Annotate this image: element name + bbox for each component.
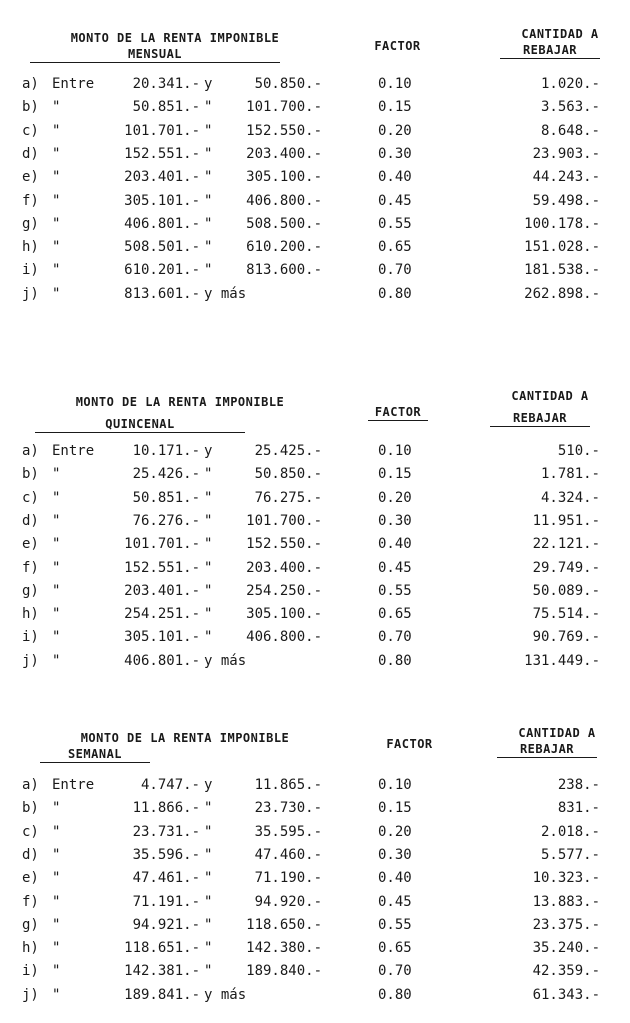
range-high: 813.600.- xyxy=(246,262,322,279)
amount-value: 90.769.- xyxy=(532,629,600,646)
factor-value: 0.65 xyxy=(378,239,412,256)
range-high: 118.650.- xyxy=(246,916,322,933)
amount-value: 831.- xyxy=(557,800,600,817)
row-label: c) xyxy=(22,122,39,139)
range-connector: " xyxy=(204,940,213,957)
amount-value: 1.781.- xyxy=(540,466,600,483)
factor-value: 0.30 xyxy=(378,512,412,529)
range-high: 47.460.- xyxy=(254,846,322,863)
monto-header xyxy=(35,394,325,433)
table-row xyxy=(0,894,630,917)
monto-header-line2: MENSUAL xyxy=(30,46,280,63)
amount-value: 29.749.- xyxy=(532,559,600,576)
row-prefix: " xyxy=(52,606,61,623)
row-prefix: " xyxy=(52,846,61,863)
table-row xyxy=(0,560,630,583)
factor-value: 0.15 xyxy=(378,800,412,817)
row-prefix: " xyxy=(52,963,61,980)
range-low: 47.461.- xyxy=(132,870,200,887)
range-connector: y xyxy=(204,76,213,92)
range-high: 76.275.- xyxy=(254,489,322,506)
table-row xyxy=(0,286,630,309)
factor-value: 0.45 xyxy=(378,192,412,209)
row-label: c) xyxy=(22,823,39,840)
factor-value: 0.65 xyxy=(378,606,412,623)
range-connector: " xyxy=(204,489,213,506)
monto-header-line1: MONTO DE LA RENTA IMPONIBLE xyxy=(80,731,290,745)
table-row xyxy=(0,940,630,963)
factor-value: 0.10 xyxy=(378,777,412,793)
table-row xyxy=(0,800,630,823)
range-high: 152.550.- xyxy=(246,122,322,139)
row-label: j) xyxy=(22,986,39,1003)
factor-value: 0.20 xyxy=(378,122,412,139)
range-low: 4.747.- xyxy=(140,777,200,793)
factor-header-label: FACTOR xyxy=(368,404,428,421)
range-connector: y más xyxy=(204,285,247,302)
cantidad-header-line1: CANTIDAD A xyxy=(511,389,589,403)
range-high: 101.700.- xyxy=(246,512,322,529)
row-prefix: " xyxy=(52,629,61,646)
table-row xyxy=(0,146,630,169)
row-prefix: Entre xyxy=(52,76,95,92)
factor-value: 0.65 xyxy=(378,940,412,957)
row-label: i) xyxy=(22,629,39,646)
range-connector: " xyxy=(204,629,213,646)
range-high: 406.800.- xyxy=(246,192,322,209)
monto-header-line1: MONTO DE LA RENTA IMPONIBLE xyxy=(70,31,280,45)
table-row xyxy=(0,239,630,262)
range-connector: " xyxy=(204,870,213,887)
row-label: c) xyxy=(22,489,39,506)
cantidad-header-line1: CANTIDAD A xyxy=(518,726,596,740)
factor-value: 0.70 xyxy=(378,262,412,279)
row-label: f) xyxy=(22,893,39,910)
row-label: f) xyxy=(22,192,39,209)
table-row xyxy=(0,99,630,122)
amount-value: 44.243.- xyxy=(532,169,600,186)
row-label: d) xyxy=(22,846,39,863)
cantidad-header-line2: REBAJAR xyxy=(497,741,597,758)
range-low: 142.381.- xyxy=(124,963,200,980)
table-row xyxy=(0,262,630,285)
table-row xyxy=(0,963,630,986)
factor-value: 0.10 xyxy=(378,443,412,459)
range-high: 152.550.- xyxy=(246,536,322,553)
range-high: 305.100.- xyxy=(246,169,322,186)
factor-value: 0.55 xyxy=(378,215,412,232)
row-label: g) xyxy=(22,215,39,232)
monto-header-line2: QUINCENAL xyxy=(35,416,245,433)
range-high: 406.800.- xyxy=(246,629,322,646)
factor-value: 0.80 xyxy=(378,986,412,1003)
range-low: 76.276.- xyxy=(132,512,200,529)
range-connector: " xyxy=(204,606,213,623)
table-row xyxy=(0,123,630,146)
amount-value: 13.883.- xyxy=(532,893,600,910)
row-label: i) xyxy=(22,963,39,980)
range-connector: " xyxy=(204,215,213,232)
range-low: 813.601.- xyxy=(124,285,200,302)
row-prefix: " xyxy=(52,652,61,669)
factor-value: 0.70 xyxy=(378,963,412,980)
row-label: h) xyxy=(22,940,39,957)
row-prefix: " xyxy=(52,582,61,599)
range-high: 71.190.- xyxy=(254,870,322,887)
row-prefix: " xyxy=(52,870,61,887)
row-label: e) xyxy=(22,870,39,887)
row-prefix: Entre xyxy=(52,777,95,793)
row-prefix: " xyxy=(52,285,61,302)
table-row xyxy=(0,917,630,940)
row-prefix: " xyxy=(52,99,61,116)
row-label: i) xyxy=(22,262,39,279)
range-low: 101.701.- xyxy=(124,536,200,553)
range-low: 10.171.- xyxy=(132,443,200,459)
factor-header-label: FACTOR xyxy=(374,39,421,53)
table-row xyxy=(0,583,630,606)
factor-value: 0.45 xyxy=(378,893,412,910)
range-connector: " xyxy=(204,800,213,817)
factor-header xyxy=(360,38,435,54)
factor-value: 0.55 xyxy=(378,582,412,599)
table-row xyxy=(0,847,630,870)
range-connector: " xyxy=(204,512,213,529)
range-low: 203.401.- xyxy=(124,169,200,186)
row-prefix: " xyxy=(52,823,61,840)
range-connector: " xyxy=(204,262,213,279)
table-row xyxy=(0,513,630,536)
range-low: 50.851.- xyxy=(132,489,200,506)
range-high: 142.380.- xyxy=(246,940,322,957)
table-row xyxy=(0,76,630,99)
table-row xyxy=(0,216,630,239)
row-prefix: " xyxy=(52,536,61,553)
row-label: b) xyxy=(22,466,39,483)
range-connector: " xyxy=(204,823,213,840)
row-label: b) xyxy=(22,99,39,116)
range-low: 71.191.- xyxy=(132,893,200,910)
range-connector: y más xyxy=(204,652,247,669)
amount-value: 23.903.- xyxy=(532,145,600,162)
row-label: f) xyxy=(22,559,39,576)
table-row xyxy=(0,606,630,629)
range-connector: " xyxy=(204,99,213,116)
amount-value: 42.359.- xyxy=(532,963,600,980)
row-prefix: " xyxy=(52,489,61,506)
amount-value: 5.577.- xyxy=(540,846,600,863)
cantidad-header xyxy=(497,725,617,758)
row-label: h) xyxy=(22,606,39,623)
row-label: h) xyxy=(22,239,39,256)
row-prefix: " xyxy=(52,145,61,162)
row-label: a) xyxy=(22,76,39,92)
amount-value: 510.- xyxy=(557,443,600,459)
range-low: 254.251.- xyxy=(124,606,200,623)
factor-value: 0.55 xyxy=(378,916,412,933)
range-connector: " xyxy=(204,169,213,186)
table-row xyxy=(0,824,630,847)
range-connector: " xyxy=(204,122,213,139)
row-label: j) xyxy=(22,285,39,302)
range-low: 508.501.- xyxy=(124,239,200,256)
factor-value: 0.30 xyxy=(378,846,412,863)
range-low: 101.701.- xyxy=(124,122,200,139)
range-connector: " xyxy=(204,963,213,980)
monto-header-line1: MONTO DE LA RENTA IMPONIBLE xyxy=(75,395,285,409)
range-high: 305.100.- xyxy=(246,606,322,623)
table-row xyxy=(0,653,630,676)
range-connector: y xyxy=(204,443,213,459)
range-low: 406.801.- xyxy=(124,215,200,232)
range-connector: " xyxy=(204,192,213,209)
table-row xyxy=(0,490,630,513)
range-connector: " xyxy=(204,846,213,863)
row-prefix: " xyxy=(52,986,61,1003)
range-high: 50.850.- xyxy=(254,466,322,483)
range-low: 189.841.- xyxy=(124,986,200,1003)
range-low: 305.101.- xyxy=(124,192,200,209)
amount-value: 59.498.- xyxy=(532,192,600,209)
range-connector: " xyxy=(204,893,213,910)
amount-value: 131.449.- xyxy=(524,652,600,669)
range-high: 203.400.- xyxy=(246,145,322,162)
range-connector: " xyxy=(204,559,213,576)
amount-value: 50.089.- xyxy=(532,582,600,599)
range-low: 94.921.- xyxy=(132,916,200,933)
range-low: 610.201.- xyxy=(124,262,200,279)
range-high: 25.425.- xyxy=(254,443,322,459)
factor-value: 0.10 xyxy=(378,76,412,92)
table-row xyxy=(0,777,630,800)
row-prefix: " xyxy=(52,466,61,483)
amount-value: 61.343.- xyxy=(532,986,600,1003)
row-label: d) xyxy=(22,512,39,529)
table-row xyxy=(0,169,630,192)
range-high: 203.400.- xyxy=(246,559,322,576)
range-low: 23.731.- xyxy=(132,823,200,840)
range-connector: " xyxy=(204,239,213,256)
factor-value: 0.80 xyxy=(378,285,412,302)
range-connector: " xyxy=(204,145,213,162)
cantidad-header-line2: REBAJAR xyxy=(490,410,590,427)
amount-value: 75.514.- xyxy=(532,606,600,623)
factor-value: 0.80 xyxy=(378,652,412,669)
range-connector: y más xyxy=(204,986,247,1003)
range-high: 23.730.- xyxy=(254,800,322,817)
factor-value: 0.15 xyxy=(378,466,412,483)
factor-value: 0.20 xyxy=(378,823,412,840)
factor-value: 0.45 xyxy=(378,559,412,576)
row-label: d) xyxy=(22,145,39,162)
amount-value: 181.538.- xyxy=(524,262,600,279)
factor-value: 0.40 xyxy=(378,870,412,887)
range-connector: " xyxy=(204,916,213,933)
range-low: 152.551.- xyxy=(124,559,200,576)
range-high: 189.840.- xyxy=(246,963,322,980)
range-high: 254.250.- xyxy=(246,582,322,599)
range-low: 118.651.- xyxy=(124,940,200,957)
range-connector: " xyxy=(204,582,213,599)
range-high: 101.700.- xyxy=(246,99,322,116)
factor-header-label: FACTOR xyxy=(386,737,433,751)
row-label: j) xyxy=(22,652,39,669)
row-label: a) xyxy=(22,443,39,459)
range-connector: " xyxy=(204,466,213,483)
row-prefix: " xyxy=(52,512,61,529)
amount-value: 11.951.- xyxy=(532,512,600,529)
row-label: e) xyxy=(22,169,39,186)
amount-value: 262.898.- xyxy=(524,285,600,302)
row-prefix: " xyxy=(52,262,61,279)
cantidad-header-line2: REBAJAR xyxy=(500,42,600,59)
range-high: 508.500.- xyxy=(246,215,322,232)
row-prefix: " xyxy=(52,559,61,576)
range-high: 50.850.- xyxy=(254,76,322,92)
row-prefix: " xyxy=(52,239,61,256)
row-prefix: " xyxy=(52,800,61,817)
amount-value: 4.324.- xyxy=(540,489,600,506)
factor-value: 0.20 xyxy=(378,489,412,506)
factor-header xyxy=(372,736,447,752)
factor-value: 0.30 xyxy=(378,145,412,162)
range-high: 94.920.- xyxy=(254,893,322,910)
amount-value: 23.375.- xyxy=(532,916,600,933)
amount-value: 2.018.- xyxy=(540,823,600,840)
range-low: 11.866.- xyxy=(132,800,200,817)
monto-header xyxy=(40,730,330,763)
monto-header xyxy=(30,30,320,63)
row-prefix: " xyxy=(52,893,61,910)
amount-value: 35.240.- xyxy=(532,940,600,957)
amount-value: 100.178.- xyxy=(524,215,600,232)
range-low: 305.101.- xyxy=(124,629,200,646)
row-label: e) xyxy=(22,536,39,553)
row-prefix: " xyxy=(52,122,61,139)
range-connector: y xyxy=(204,777,213,793)
amount-value: 1.020.- xyxy=(540,76,600,92)
factor-value: 0.70 xyxy=(378,629,412,646)
table-row xyxy=(0,193,630,216)
factor-header xyxy=(368,404,443,421)
factor-value: 0.15 xyxy=(378,99,412,116)
amount-value: 10.323.- xyxy=(532,870,600,887)
amount-value: 22.121.- xyxy=(532,536,600,553)
range-low: 152.551.- xyxy=(124,145,200,162)
range-high: 35.595.- xyxy=(254,823,322,840)
range-low: 406.801.- xyxy=(124,652,200,669)
row-label: a) xyxy=(22,777,39,793)
row-label: b) xyxy=(22,800,39,817)
range-high: 610.200.- xyxy=(246,239,322,256)
table-row xyxy=(0,443,630,466)
monto-header-line2: SEMANAL xyxy=(40,746,150,763)
factor-value: 0.40 xyxy=(378,169,412,186)
table-row xyxy=(0,987,630,1010)
factor-value: 0.40 xyxy=(378,536,412,553)
row-prefix: Entre xyxy=(52,443,95,459)
amount-value: 151.028.- xyxy=(524,239,600,256)
row-prefix: " xyxy=(52,215,61,232)
row-prefix: " xyxy=(52,169,61,186)
row-prefix: " xyxy=(52,192,61,209)
amount-value: 238.- xyxy=(557,777,600,793)
range-high: 11.865.- xyxy=(254,777,322,793)
row-label: g) xyxy=(22,582,39,599)
row-label: g) xyxy=(22,916,39,933)
range-low: 35.596.- xyxy=(132,846,200,863)
range-low: 25.426.- xyxy=(132,466,200,483)
table-row xyxy=(0,870,630,893)
range-low: 50.851.- xyxy=(132,99,200,116)
table-row xyxy=(0,629,630,652)
table-row xyxy=(0,466,630,489)
row-prefix: " xyxy=(52,916,61,933)
cantidad-header-line1: CANTIDAD A xyxy=(521,27,599,41)
table-row xyxy=(0,536,630,559)
cantidad-header xyxy=(500,26,620,59)
range-low: 20.341.- xyxy=(132,76,200,92)
range-low: 203.401.- xyxy=(124,582,200,599)
amount-value: 8.648.- xyxy=(540,122,600,139)
row-prefix: " xyxy=(52,940,61,957)
amount-value: 3.563.- xyxy=(540,99,600,116)
range-connector: " xyxy=(204,536,213,553)
cantidad-header xyxy=(490,388,610,427)
